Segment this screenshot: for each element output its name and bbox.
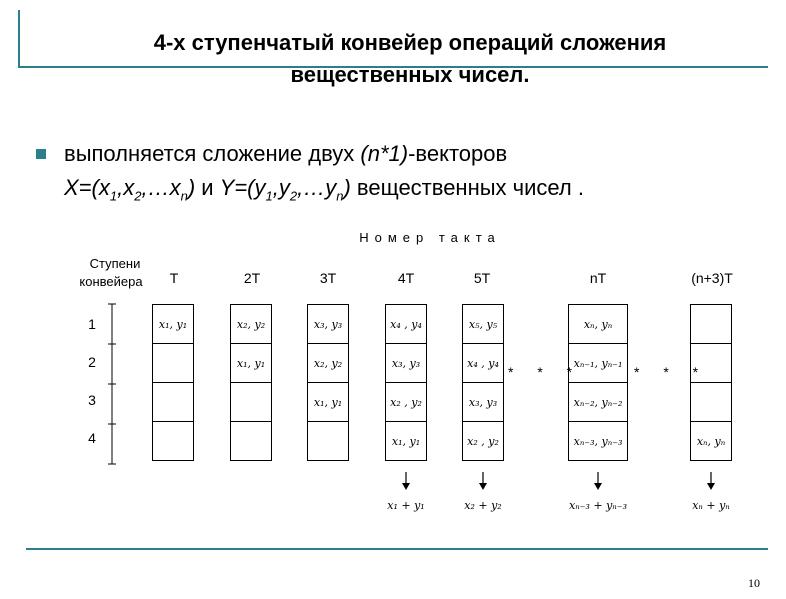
- cell-3t-stage4: [307, 421, 349, 461]
- cell-4t-stage3: x₂ , y₂: [385, 382, 427, 422]
- column-header-4t: 4T: [397, 270, 415, 286]
- vector-x-mid2: ,…x: [141, 175, 181, 200]
- cell-t-stage1: x₁, y₁: [152, 304, 194, 344]
- vector-y-subn: n: [336, 188, 344, 204]
- stage-number-3: 3: [88, 392, 96, 408]
- title-accent-vertical-line: [18, 10, 20, 68]
- vector-and: и: [195, 175, 220, 200]
- cell-2t-stage4: [230, 421, 272, 461]
- cell-2t-stage1: x₂, y₂: [230, 304, 272, 344]
- result-n3t: xₙ + yₙ: [692, 499, 730, 512]
- cell-2t-stage2: x₁, y₁: [230, 343, 272, 383]
- bullet-text-part2: -векторов: [408, 141, 508, 166]
- stage-scale: [100, 300, 130, 470]
- bullet-text-italic: (n*1): [360, 141, 409, 166]
- vector-x-prefix: X=(x: [64, 175, 110, 200]
- footer-divider-line: [26, 548, 768, 550]
- vector-y-close: ): [343, 175, 351, 200]
- cell-5t-stage3: x₃, y₃: [462, 382, 504, 422]
- cell-4t-stage2: x₃, y₃: [385, 343, 427, 383]
- cell-nt-stage1: xₙ, yₙ: [568, 304, 628, 344]
- vector-tail: вещественных чисел .: [350, 175, 584, 200]
- bullet-text-line2: [64, 175, 584, 203]
- cell-4t-stage4: x₁, y₁: [385, 421, 427, 461]
- bullet-text-part1: выполняется сложение двух: [64, 141, 361, 166]
- cell-5t-stage2: x₄ , y₄: [462, 343, 504, 383]
- cell-n3t-stage4: xₙ, yₙ: [690, 421, 732, 461]
- result-5t: x₂ + y₂: [464, 499, 502, 512]
- stage-label-line2: конвейера: [79, 274, 143, 289]
- down-arrow-icon: [478, 472, 488, 490]
- cell-5t-stage1: x₅, y₅: [462, 304, 504, 344]
- vector-y-sub2: 2: [289, 188, 298, 204]
- cell-t-stage2: [152, 343, 194, 383]
- ellipsis-dots-left: * * *: [508, 364, 583, 380]
- down-arrow-icon: [706, 472, 716, 490]
- down-arrow-icon: [593, 472, 603, 490]
- vector-y-sub1: 1: [265, 188, 273, 204]
- column-header-n3t: (n+3)T: [691, 270, 733, 286]
- cell-3t-stage3: x₁, y₁: [307, 382, 349, 422]
- result-nt: xₙ₋₃ + yₙ₋₃: [569, 499, 627, 512]
- slide-title-line1: 4-х ступенчатый конвейер операций сложения: [153, 30, 667, 55]
- vector-y-mid1: ,y: [272, 175, 290, 200]
- bullet-square-icon: [36, 149, 46, 159]
- cell-t-stage3: [152, 382, 194, 422]
- column-header-2t: 2T: [243, 270, 261, 286]
- stage-label-line1: Ступени: [89, 256, 141, 271]
- clock-number-header: Номер такта: [359, 230, 501, 245]
- cell-3t-stage2: x₂, y₂: [307, 343, 349, 383]
- cell-n3t-stage1: [690, 304, 732, 344]
- result-4t: x₁ + y₁: [387, 499, 425, 512]
- vector-x-mid1: ,x: [117, 175, 135, 200]
- column-header-t: T: [169, 270, 179, 286]
- vector-y-mid2: ,…y: [297, 175, 337, 200]
- vector-y-prefix: Y=(y: [219, 175, 266, 200]
- bullet-text-line1: [64, 141, 507, 167]
- ellipsis-dots-right: * * *: [634, 364, 709, 380]
- stage-number-4: 4: [88, 430, 96, 446]
- cell-nt-stage3: xₙ₋₂, yₙ₋₂: [568, 382, 628, 422]
- cell-nt-stage4: xₙ₋₃, yₙ₋₃: [568, 421, 628, 461]
- vector-x-sub2: 2: [134, 188, 142, 204]
- cell-5t-stage4: x₂ , y₂: [462, 421, 504, 461]
- vector-x-sub1: 1: [109, 188, 118, 204]
- cell-3t-stage1: x₃, y₃: [307, 304, 349, 344]
- vector-x-close: ): [187, 175, 196, 200]
- cell-n3t-stage3: [690, 382, 732, 422]
- column-header-3t: 3T: [319, 270, 337, 286]
- column-header-5t: 5T: [473, 270, 491, 286]
- cell-2t-stage3: [230, 382, 272, 422]
- vector-x-subn: n: [180, 188, 188, 204]
- slide-title-line2: вещественных чисел.: [290, 62, 530, 87]
- column-header-nt: nT: [589, 270, 607, 286]
- stage-number-2: 2: [88, 354, 96, 370]
- stage-number-1: 1: [88, 316, 96, 332]
- page-number: 10: [748, 576, 760, 590]
- cell-t-stage4: [152, 421, 194, 461]
- down-arrow-icon: [401, 472, 411, 490]
- cell-nt-stage2: xₙ₋₁, yₙ₋₁: [568, 343, 628, 383]
- cell-4t-stage1: x₄ , y₄: [385, 304, 427, 344]
